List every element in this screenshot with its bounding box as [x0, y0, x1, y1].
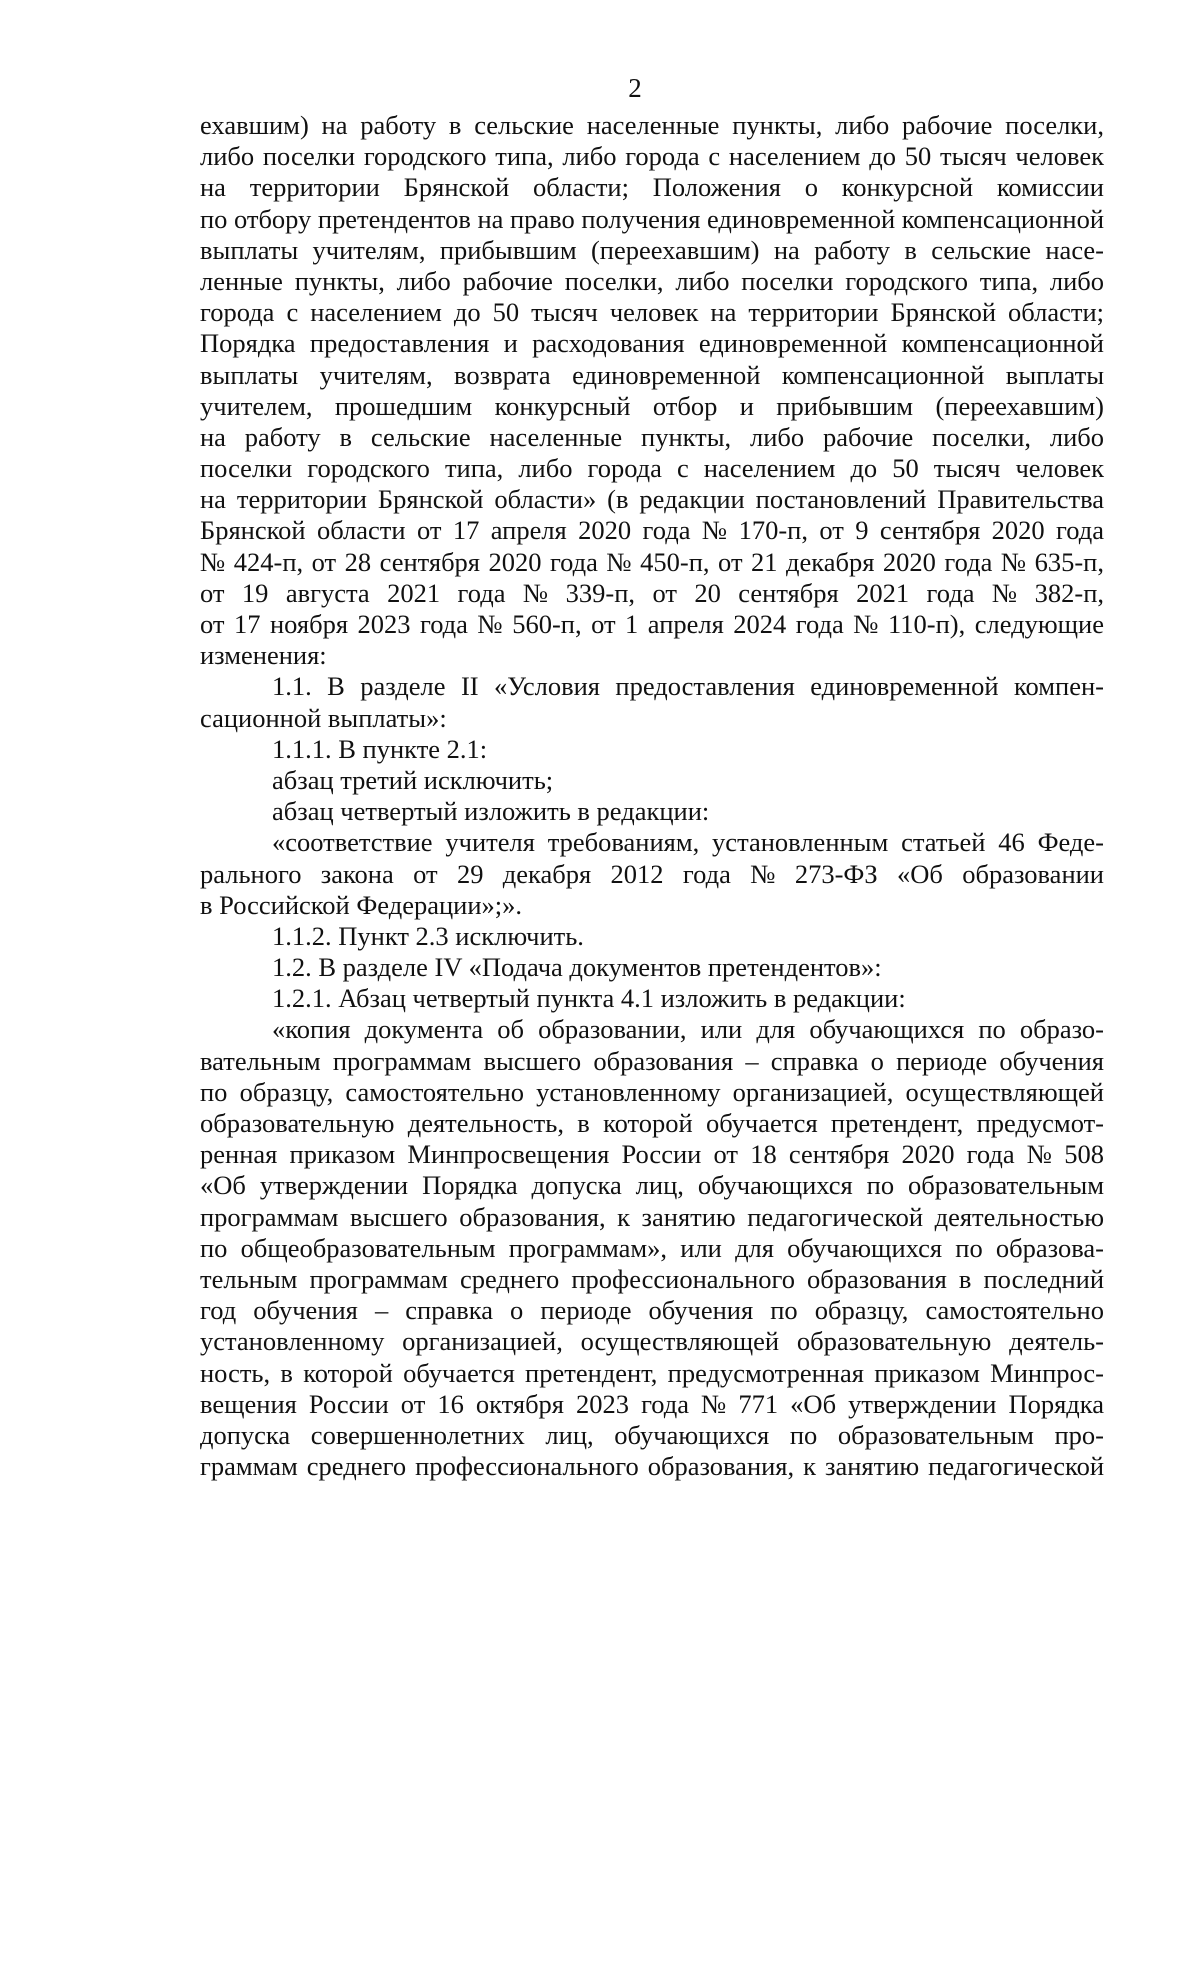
text-line: по общеобразовательным программам», или для обучающихся по образова-	[200, 1232, 1104, 1263]
body-text	[200, 110, 1104, 1482]
text-line: 1.2.1. Абзац четвертый пункта 4.1 изложить в редакции:	[272, 983, 906, 1014]
text-line: вательным программам высшего образования – справка о периоде обучения	[200, 1045, 1104, 1076]
text-line: вещения России от 16 октября 2023 года № 771 «Об утверждении Порядка	[200, 1388, 1104, 1419]
text-line: № 424-п, от 28 сентября 2020 года № 450-п, от 21 декабря 2020 года № 635-п,	[200, 546, 1104, 577]
text-line: год обучения – справка о периоде обучения по образцу, самостоятельно	[200, 1295, 1104, 1326]
text-line: изменения:	[200, 640, 327, 671]
text-line: «копия документа об образовании, или для обучающихся по образо-	[272, 1014, 1104, 1045]
text-line: программам высшего образования, к занятию педагогической деятельностью	[200, 1201, 1105, 1232]
text-line: «соответствие учителя требованиям, установленным статьей 46 Феде-	[272, 827, 1104, 858]
text-line: 1.1.1. В пункте 2.1:	[272, 733, 488, 764]
text-line: «Об утверждении Порядка допуска лиц, обучающихся по образовательным	[200, 1170, 1104, 1201]
text-line: сационной выплаты»:	[200, 702, 447, 733]
text-line: выплаты учителям, возврата единовременной компенсационной выплаты	[200, 359, 1104, 390]
text-line: образовательную деятельность, в которой обучается претендент, предусмот-	[200, 1108, 1104, 1138]
text-line: от 17 ноября 2023 года № 560-п, от 1 апреля 2024 года № 110-п), следующие	[200, 609, 1104, 639]
text-line: города с населением до 50 тысяч человек на территории Брянской области;	[200, 297, 1104, 328]
text-line: выплаты учителям, прибывшим (переехавшим) на работу в сельские насе-	[200, 234, 1104, 265]
text-line: на территории Брянской области; Положения о конкурсной комиссии	[200, 172, 1104, 203]
text-line: рального закона от 29 декабря 2012 года № 273-ФЗ «Об образовании	[200, 858, 1104, 889]
text-line: ехавшим) на работу в сельские населенные пункты, либо рабочие поселки,	[200, 110, 1104, 140]
text-line: 1.2. В разделе IV «Подача документов претендентов»:	[272, 952, 882, 983]
text-line: ренная приказом Минпросвещения России от 18 сентября 2020 года № 508	[200, 1139, 1104, 1170]
page-number: 2	[628, 73, 642, 103]
text-line: 1.1. В разделе II «Условия предоставления единовременной компен-	[272, 671, 1104, 702]
text-line: допуска совершеннолетних лиц, обучающихся по образовательным про-	[200, 1419, 1104, 1450]
text-line: граммам среднего профессионального образования, к занятию педагогической	[200, 1451, 1104, 1482]
text-line: 1.1.2. Пункт 2.3 исключить.	[272, 920, 584, 951]
text-line: от 19 августа 2021 года № 339-п, от 20 сентября 2021 года № 382-п,	[200, 577, 1104, 608]
text-line: на территории Брянской области» (в редакции постановлений Правительства	[200, 484, 1104, 515]
text-line: установленному организацией, осуществляющей образовательную деятель-	[200, 1326, 1104, 1357]
text-line: поселки городского типа, либо города с населением до 50 тысяч человек	[200, 453, 1104, 484]
text-line: на работу в сельские населенные пункты, либо рабочие поселки, либо	[200, 421, 1104, 452]
text-line: учителем, прошедшим конкурсный отбор и прибывшим (переехавшим)	[200, 390, 1104, 421]
text-line: ленные пункты, либо рабочие поселки, либо поселки городского типа, либо	[200, 265, 1104, 296]
text-line: абзац четвертый изложить в редакции:	[272, 796, 710, 827]
text-line: Порядка предоставления и расходования единовременной компенсационной	[200, 328, 1104, 359]
text-line: по отбору претендентов на право получения единовременной компенсационной	[200, 203, 1105, 234]
text-line: в Российской Федерации»;».	[200, 889, 522, 920]
text-line: абзац третий исключить;	[272, 764, 554, 795]
text-line: либо поселки городского типа, либо города с населением до 50 тысяч человек	[200, 141, 1104, 172]
text-line: ность, в которой обучается претендент, предусмотренная приказом Минпрос-	[200, 1357, 1104, 1388]
text-line: Брянской области от 17 апреля 2020 года № 170-п, от 9 сентября 2020 года	[200, 515, 1104, 546]
text-line: тельным программам среднего профессионального образования в последний	[200, 1263, 1105, 1294]
text-line: по образцу, самостоятельно установленному организацией, осуществляющей	[200, 1076, 1104, 1107]
